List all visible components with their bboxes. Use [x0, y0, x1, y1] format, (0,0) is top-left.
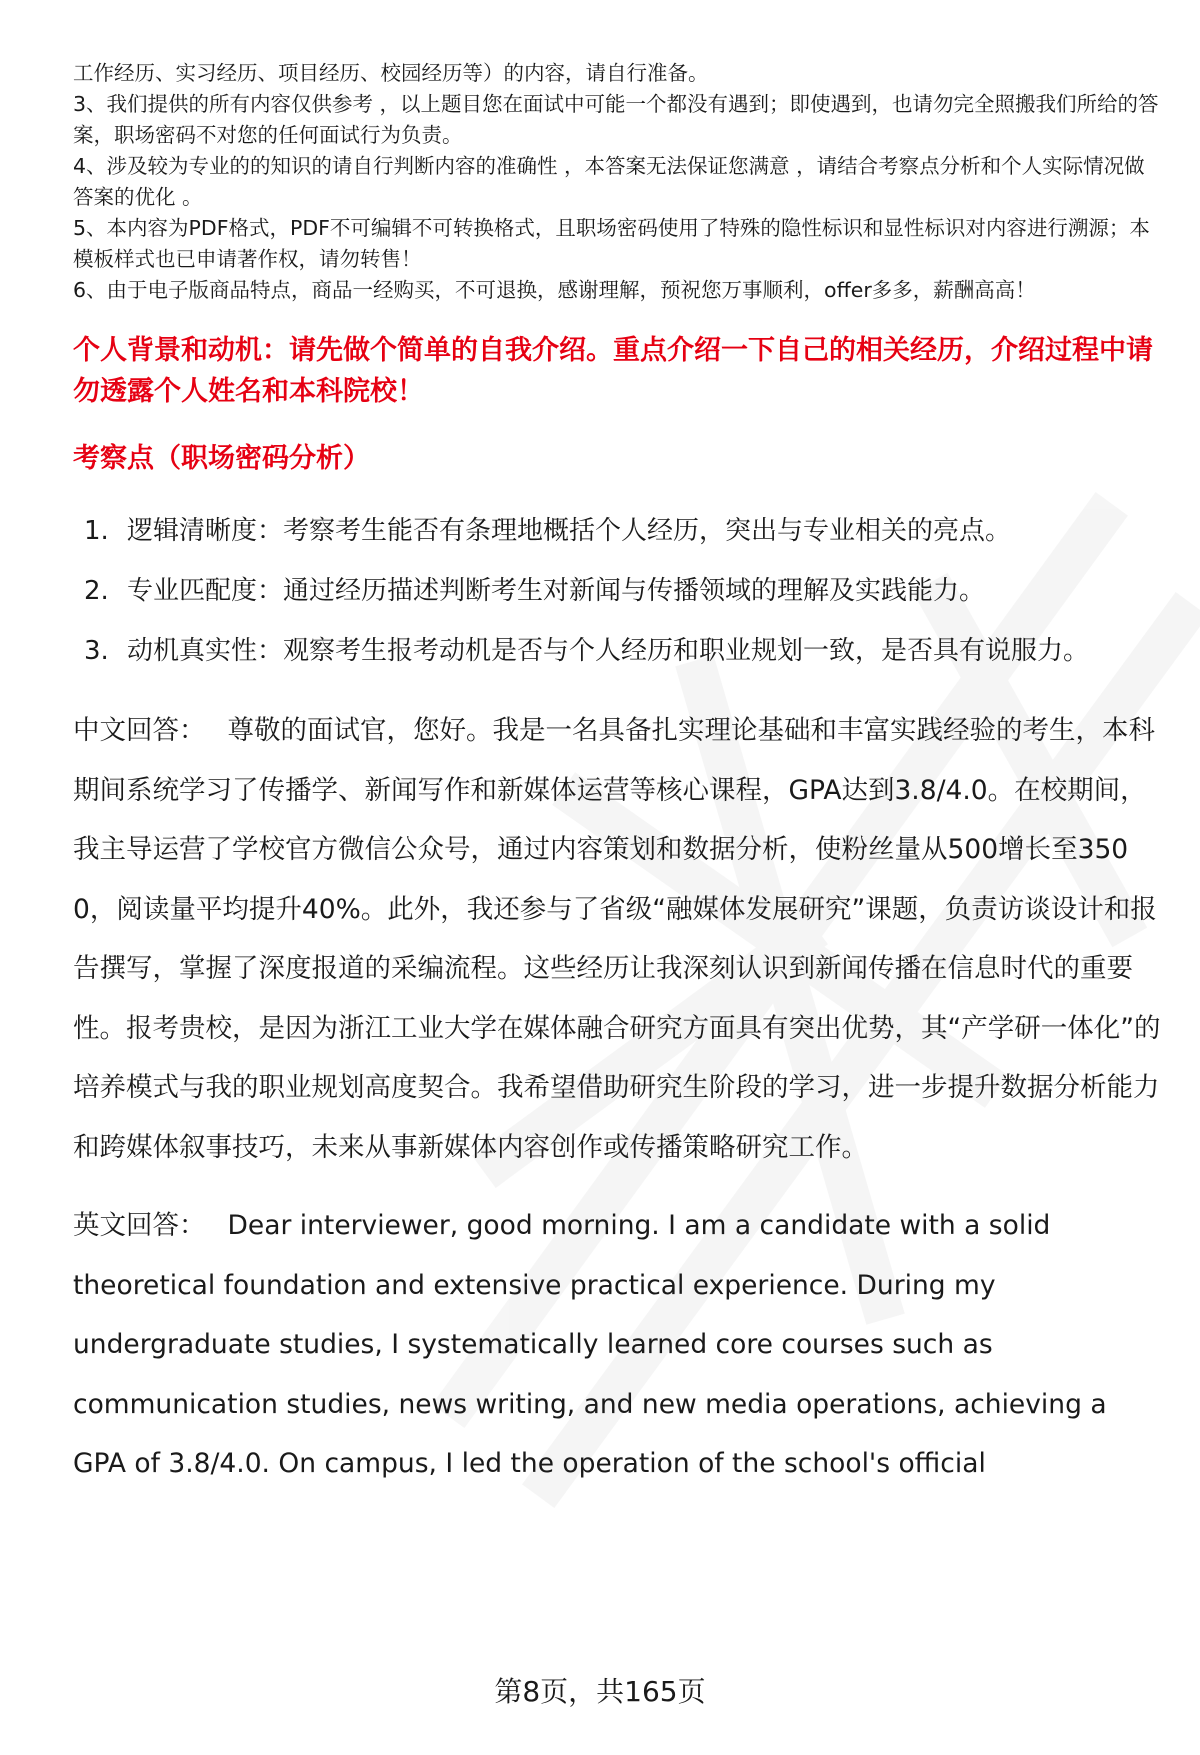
page-content	[73, 58, 1163, 1494]
note-line: 4、涉及较为专业的的知识的请自行判断内容的准确性 ，本答案无法保证您满意 ，请结合考察点分析和个人实际情况做答案的优化 。	[73, 154, 1145, 209]
list-item-number: 1.	[84, 516, 109, 546]
list-item	[73, 501, 1163, 561]
english-answer	[73, 1196, 1163, 1494]
list-item-number: 2.	[84, 576, 109, 606]
english-answer-text: Dear interviewer, good morning. I am a candidate with a solid theoretical foundation and extensive practical experience. During my undergraduate studies, I systematically learned core courses such as communication studies, news writing, and new media operations, achieving a GPA of 3.8/4.0. On campus, I led the operation of the school's official	[73, 1210, 1107, 1479]
list-item	[73, 621, 1163, 681]
chinese-answer	[73, 701, 1163, 1177]
list-item-text: 动机真实性：观察考生报考动机是否与个人经历和职业规划一致，是否具有说服力。	[127, 636, 1090, 666]
note-line: 6、由于电子版商品特点，商品一经购买，不可退换，感谢理解，预祝您万事顺利，offer多多，薪酬高高！	[73, 278, 1036, 302]
english-answer-label: 英文回答：	[73, 1210, 206, 1241]
note-line: 3、我们提供的所有内容仅供参考 ，以上题目您在面试中可能一个都没有遇到；即使遇到，也请勿完全照搬我们所给的答案，职场密码不对您的任何面试行为负责。	[73, 92, 1159, 147]
analysis-section-title: 考察点（职场密码分析）	[73, 443, 370, 474]
assessment-points-list	[73, 501, 1163, 681]
list-item-text: 专业匹配度：通过经历描述判断考生对新闻与传播领域的理解及实践能力。	[127, 576, 986, 606]
notes-block	[73, 58, 1163, 306]
chinese-answer-label: 中文回答：	[73, 715, 206, 746]
list-item-text: 逻辑清晰度：考察考生能否有条理地概括个人经历，突出与专业相关的亮点。	[127, 516, 1012, 546]
page-number-footer: 第8页，共165页	[494, 1675, 706, 1708]
note-line: 工作经历、实习经历、项目经历、校园经历等）的内容，请自行准备。	[73, 61, 709, 85]
note-line: 5、本内容为PDF格式，PDF不可编辑不可转换格式，且职场密码使用了特殊的隐性标识和显性标识对内容进行溯源；本模板样式也已申请著作权，请勿转售！	[73, 216, 1150, 271]
list-item	[73, 561, 1163, 621]
question-heading: 个人背景和动机：请先做个简单的自我介绍。重点介绍一下自己的相关经历，介绍过程中请勿透露个人姓名和本科院校！	[73, 335, 1153, 407]
list-item-number: 3.	[84, 636, 109, 666]
chinese-answer-text: 尊敬的面试官，您好。我是一名具备扎实理论基础和丰富实践经验的考生，本科期间系统学习了传播学、新闻写作和新媒体运营等核心课程，GPA达到3.8/4.0。在校期间，我主导运营了学校官方微信公众号，通过内容策划和数据分析，使粉丝量从500增长至3500，阅读量平均提升40%。此外，我还参与了省级“融媒体发展研究”课题，负责访谈设计和报告撰写，掌握了深度报道的采编流程。这些经历让我深刻认识到新闻传播在信息时代的重要性。报考贵校，是因为浙江工业大学在媒体融合研究方面具有突出优势，其“产学研一体化”的培养模式与我的职业规划高度契合。我希望借助研究生阶段的学习，进一步提升数据分析能力和跨媒体叙事技巧，未来从事新媒体内容创作或传播策略研究工作。	[73, 715, 1161, 1163]
